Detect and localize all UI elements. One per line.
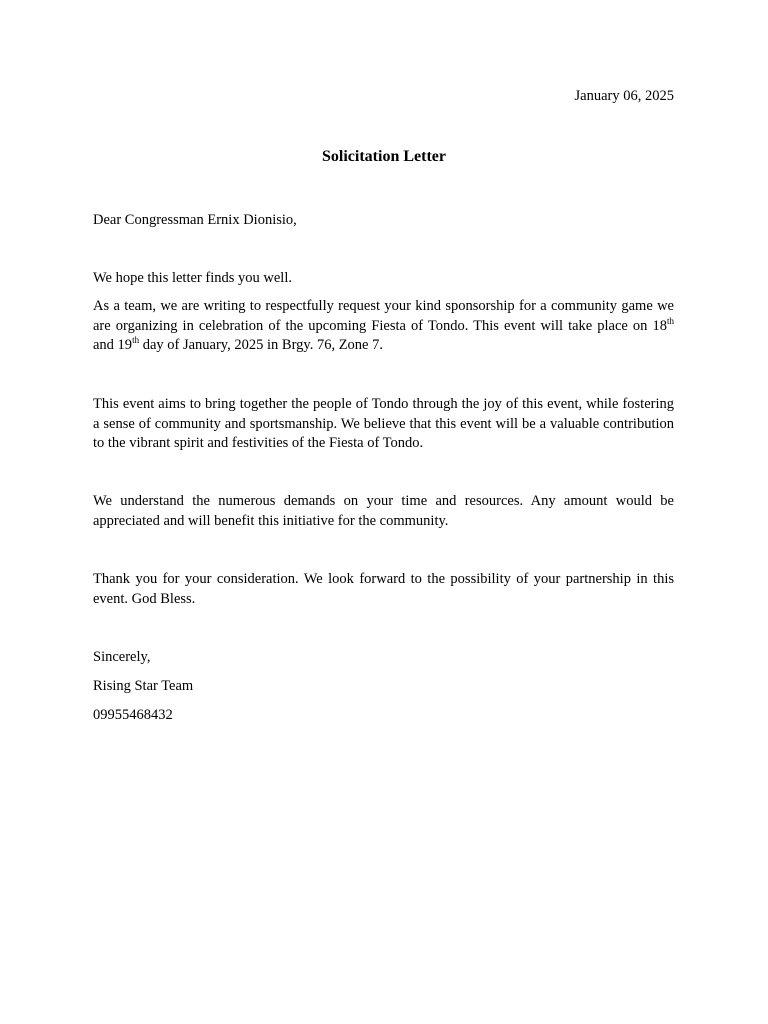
signatory-name: Rising Star Team bbox=[93, 678, 194, 694]
request-text-part2: and 19 bbox=[93, 337, 133, 353]
letter-date: January 06, 2025 bbox=[574, 88, 674, 104]
thanks-paragraph: Thank you for your consideration. We look forward to the possibility of your partnership in this event. God Bless. bbox=[93, 571, 674, 607]
aim-paragraph: This event aims to bring together the people of Tondo through the joy of this event, while fostering a sense of community and sportsmanship. We believe that this event will be a valuable contribution to the vibrant spirit and festivities of the Fiesta of Tondo. bbox=[93, 396, 674, 451]
salutation: Dear Congressman Ernix Dionisio, bbox=[93, 212, 297, 228]
request-text-part1: As a team, we are writing to respectfully request your kind sponsorship for a community game we are organizing in celebration of the upcoming Fiesta of Tondo. This event will take place on 18 bbox=[93, 298, 674, 334]
greeting-paragraph: We hope this letter finds you well. bbox=[93, 270, 292, 286]
contact-number: 09955468432 bbox=[93, 707, 173, 723]
ordinal-suffix-19: th bbox=[132, 335, 140, 346]
ordinal-suffix-18: th bbox=[666, 315, 674, 326]
letter-title: Solicitation Letter bbox=[322, 148, 446, 165]
request-text-part3: day of January, 2025 in Brgy. 76, Zone 7. bbox=[139, 337, 383, 353]
closing-line: Sincerely, bbox=[93, 649, 151, 665]
request-paragraph bbox=[93, 297, 674, 356]
understanding-paragraph: We understand the numerous demands on your time and resources. Any amount would be appreciated and will benefit this initiative for the community. bbox=[93, 493, 674, 529]
